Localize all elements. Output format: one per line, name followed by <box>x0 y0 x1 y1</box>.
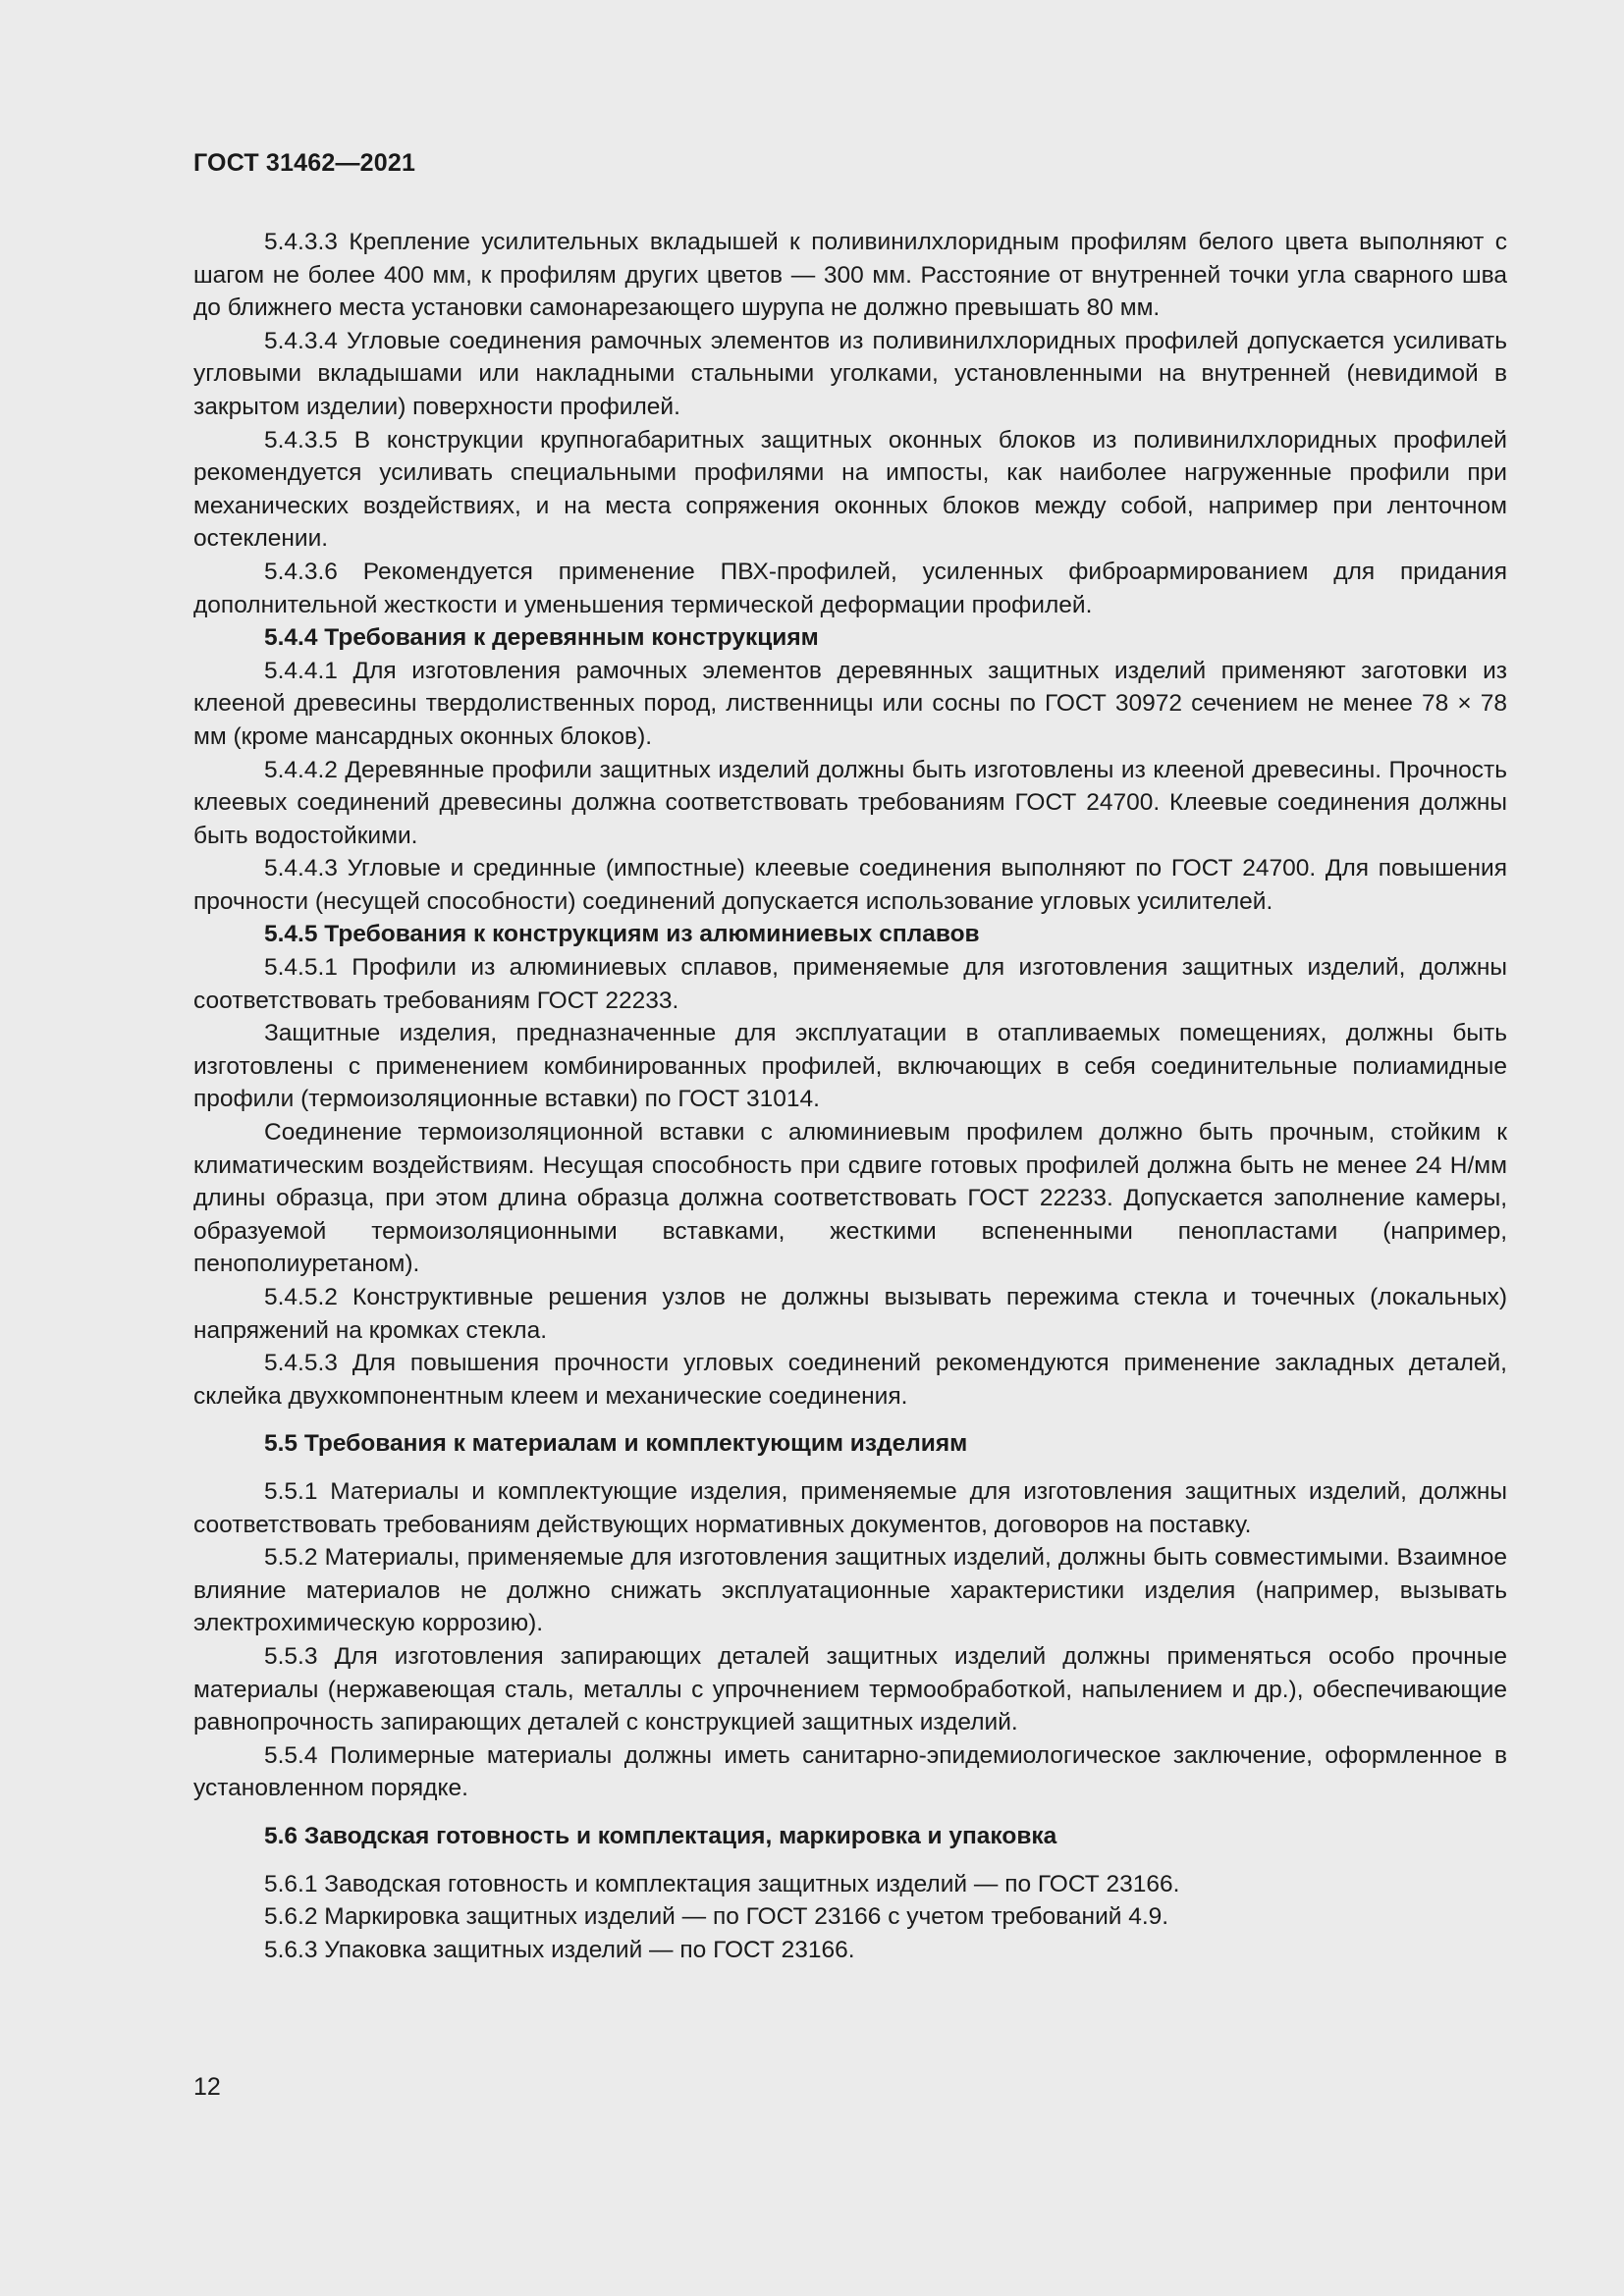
section-heading-5-6: 5.6 Заводская готовность и комплектация, маркировка и упаковка <box>264 1822 1057 1849</box>
paragraph-5-4-3-4: 5.4.3.4 Угловые соединения рамочных элементов из поливинилхлоридных профилей допускается усиливать угловыми вкладышами или накладными стальными уголками, установленными на внутренней (невидимой в закрытом изделии) поверхности профилей. <box>193 327 1507 420</box>
paragraph-5-4-5-2: 5.4.5.2 Конструктивные решения узлов не должны вызывать пережима стекла и точечных (локальных) напряжений на кромках стекла. <box>193 1284 1507 1344</box>
paragraph-5-4-3-6: 5.4.3.6 Рекомендуется применение ПВХ-профилей, усиленных фиброармированием для придания дополнительной жесткости и уменьшения термической деформации профилей. <box>193 558 1507 618</box>
document-body <box>193 226 1507 1966</box>
paragraph-5-4-4-1: 5.4.4.1 Для изготовления рамочных элементов деревянных защитных изделий применяют заготовки из клееной древесины твердолиственных пород, лиственницы или сосны по ГОСТ 30972 сечением не менее 78 × 78 мм (кроме мансардных оконных блоков). <box>193 657 1507 750</box>
paragraph-5-5-4: 5.5.4 Полимерные материалы должны иметь санитарно-эпидемиологическое заключение, оформленное в установленном порядке. <box>193 1741 1507 1802</box>
document-header-code: ГОСТ 31462—2021 <box>193 149 416 177</box>
section-heading-5-4-5: 5.4.5 Требования к конструкциям из алюминиевых сплавов <box>264 921 980 948</box>
paragraph-5-4-4-2: 5.4.4.2 Деревянные профили защитных изделий должны быть изготовлены из клееной древесины. Прочность клеевых соединений древесины должна соответствовать требованиям ГОСТ 24700. Клеевые соединения должны быть водостойкими. <box>193 756 1507 849</box>
paragraph-5-4-5-3: 5.4.5.3 Для повышения прочности угловых соединений рекомендуются применение закладных деталей, склейка двухкомпонентным клеем и механические соединения. <box>193 1350 1507 1410</box>
paragraph-5-5-3: 5.5.3 Для изготовления запирающих деталей защитных изделий должны применяться особо прочные материалы (нержавеющая сталь, металлы с упрочнением термообработкой, напылением и др.), обеспечивающие равнопрочность запирающих деталей с конструкцией защитных изделий. <box>193 1642 1507 1736</box>
paragraph-5-4-5-1: 5.4.5.1 Профили из алюминиевых сплавов, применяемые для изготовления защитных изделий, должны соответствовать требованиям ГОСТ 22233. <box>193 954 1507 1014</box>
section-heading-5-5: 5.5 Требования к материалам и комплектующим изделиям <box>264 1430 968 1458</box>
paragraph-5-4-4-3: 5.4.4.3 Угловые и срединные (импостные) клеевые соединения выполняют по ГОСТ 24700. Для повышения прочности (несущей способности) соединений допускается использование угловых усилителей. <box>193 855 1507 915</box>
paragraph-5-6-3: 5.6.3 Упаковка защитных изделий — по ГОСТ 23166. <box>264 1936 855 1963</box>
page-number: 12 <box>193 2073 221 2101</box>
paragraph-5-4-3-3: 5.4.3.3 Крепление усилительных вкладышей к поливинилхлоридным профилям белого цвета выполняют с шагом не более 400 мм, к профилям других цветов — 300 мм. Расстояние от внутренней точки угла сварного шва до ближнего места установки самонарезающего шурупа не должно превышать 80 мм. <box>193 229 1507 322</box>
paragraph-5-5-1: 5.5.1 Материалы и комплектующие изделия, применяемые для изготовления защитных изделий, должны соответствовать требованиям действующих нормативных документов, договоров на поставку. <box>193 1477 1507 1538</box>
paragraph-5-6-1: 5.6.1 Заводская готовность и комплектация защитных изделий — по ГОСТ 23166. <box>264 1870 1180 1897</box>
paragraph-5-4-3-5: 5.4.3.5 В конструкции крупногабаритных защитных оконных блоков из поливинилхлоридных профилей рекомендуется усиливать специальными профилями на импосты, как наиболее нагруженные профили при механических воздействиях, и на места сопряжения оконных блоков между собой, например при ленточном остеклении. <box>193 426 1507 553</box>
section-heading-5-4-4: 5.4.4 Требования к деревянным конструкциям <box>264 624 819 652</box>
paragraph-5-4-5-1-c: Соединение термоизоляционной вставки с алюминиевым профилем должно быть прочным, стойким к климатическим воздействиям. Несущая способность при сдвиге готовых профилей должна быть не менее 24 Н/мм длины образца, при этом длина образца должна соответствовать ГОСТ 22233. Допускается заполнение камеры, образуемой термоизоляционными вставками, жесткими вспененными пенопластами (например, пенополиуретаном). <box>193 1119 1507 1278</box>
paragraph-5-6-2: 5.6.2 Маркировка защитных изделий — по ГОСТ 23166 с учетом требований 4.9. <box>264 1903 1169 1931</box>
paragraph-5-5-2: 5.5.2 Материалы, применяемые для изготовления защитных изделий, должны быть совместимыми. Взаимное влияние материалов не должно снижать эксплуатационные характеристики изделия (например, вызывать электрохимическую коррозию). <box>193 1544 1507 1637</box>
paragraph-5-4-5-1-b: Защитные изделия, предназначенные для эксплуатации в отапливаемых помещениях, должны быть изготовлены с применением комбинированных профилей, включающих в себя соединительные полиамидные профили (термоизоляционные вставки) по ГОСТ 31014. <box>193 1020 1507 1113</box>
